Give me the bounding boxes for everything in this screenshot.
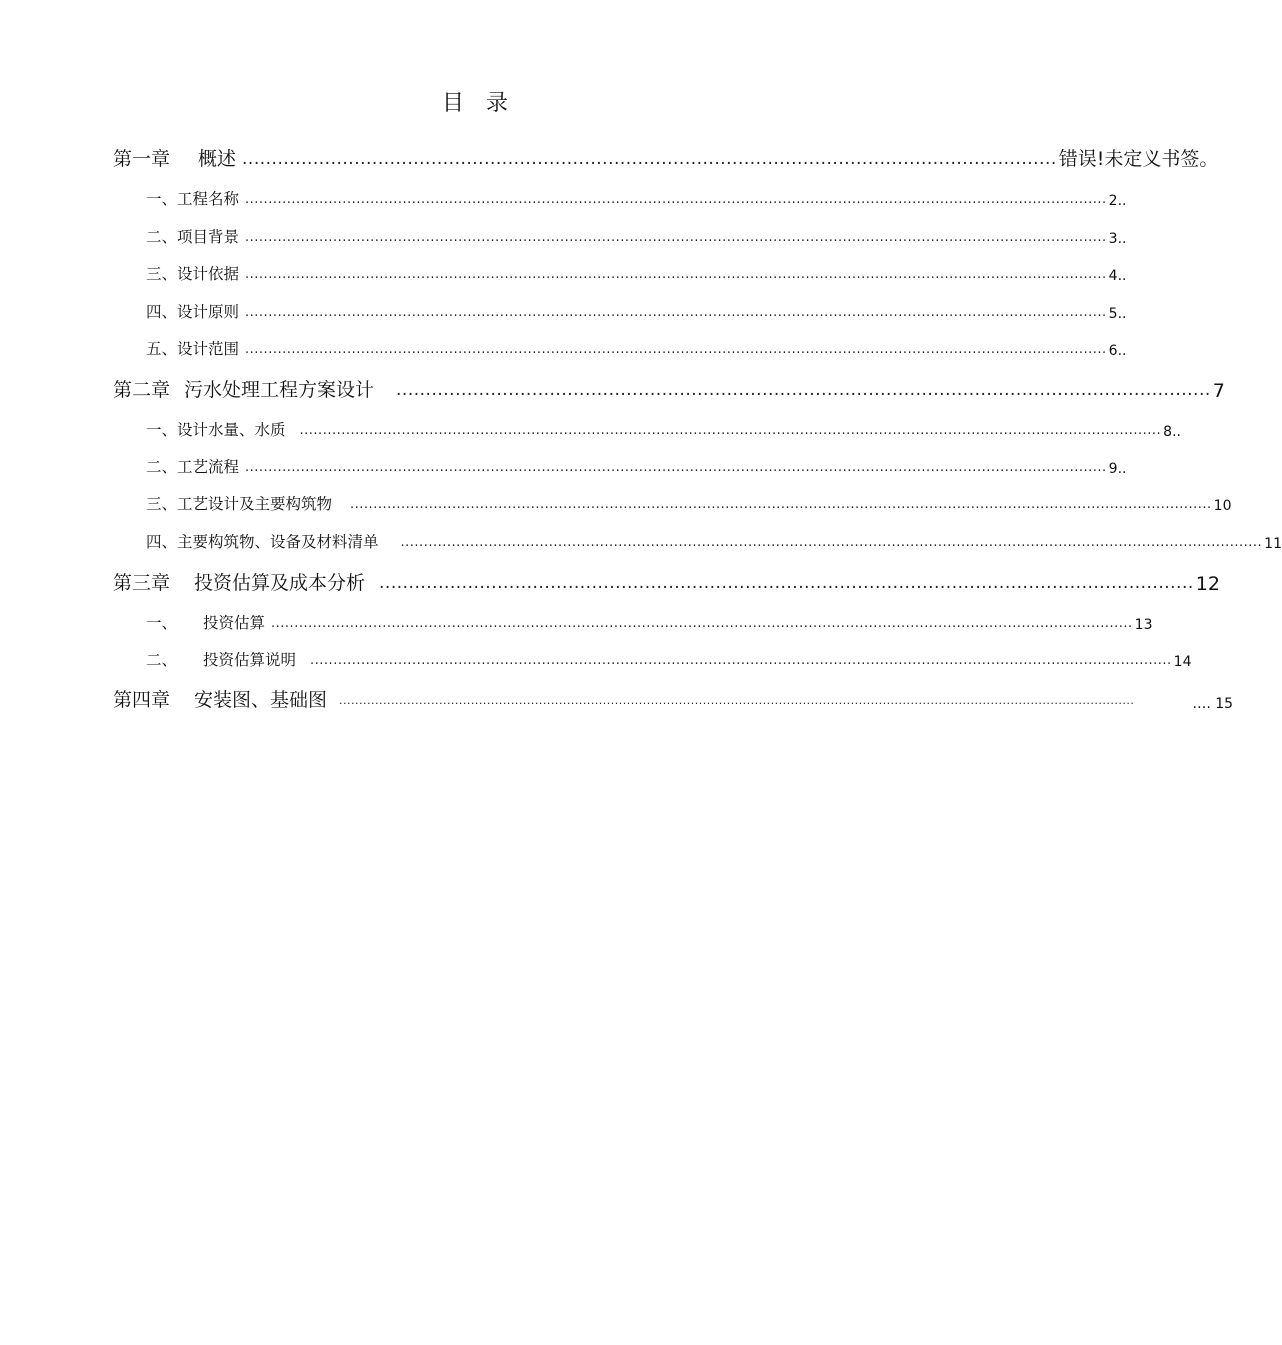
- entry-page: 4..: [1108, 268, 1127, 284]
- dot-leader: ..........................................................................................................................................................................................: [245, 342, 1107, 357]
- entry-prefix: 第四章: [113, 689, 171, 711]
- toc-entry-section[interactable]: [146, 455, 1127, 477]
- dot-leader: ..........................................................................................................................................................................................: [299, 423, 1162, 438]
- dot-leader: ..........................................................................................................................................: [242, 149, 1057, 169]
- toc-entry-chapter-3[interactable]: [113, 569, 1220, 595]
- toc-entry-section[interactable]: [146, 225, 1127, 247]
- toc-entry-chapter-4[interactable]: [113, 686, 1234, 712]
- entry-prefix: 一、: [146, 190, 178, 208]
- entry-prefix: 二、: [146, 228, 178, 246]
- toc-entry-section[interactable]: [146, 530, 1282, 552]
- entry-label: 设计原则: [177, 303, 240, 321]
- entry-label: 项目背景: [177, 228, 240, 246]
- entry-prefix: 五、: [146, 340, 178, 358]
- entry-prefix: 一、: [146, 421, 178, 439]
- entry-label: 工艺设计及主要构筑物: [177, 495, 333, 513]
- entry-page: 5..: [1108, 306, 1127, 322]
- dot-leader: ..........................................................................................................................................................................................: [245, 230, 1107, 245]
- entry-page: 3..: [1108, 231, 1127, 247]
- entry-prefix: 四、: [146, 533, 178, 551]
- entry-prefix: 二、: [146, 458, 178, 476]
- entry-label: 主要构筑物、设备及材料清单: [177, 533, 379, 551]
- entry-label: 设计范围: [177, 340, 240, 358]
- toc-entry-section[interactable]: [146, 418, 1181, 440]
- toc-entry-section[interactable]: [146, 611, 1153, 633]
- entry-label: 投资估算说明: [203, 651, 297, 669]
- entry-label: 工程名称: [177, 190, 240, 208]
- toc-entry-chapter-1[interactable]: [113, 145, 1219, 171]
- dot-leader: ..........................................................................................................................................................................................: [271, 616, 1133, 631]
- entry-prefix: 第二章: [113, 379, 171, 401]
- dot-leader: .......................................................................................................................................................................................................: [339, 694, 1135, 707]
- entry-label: 工艺流程: [177, 458, 240, 476]
- toc-entry-section[interactable]: [146, 187, 1127, 209]
- entry-label: 投资估算: [203, 614, 266, 632]
- entry-prefix: 三、: [146, 495, 178, 513]
- entry-page: 2..: [1108, 193, 1127, 209]
- dot-leader: ..........................................................................................................................................................................................: [245, 267, 1107, 282]
- entry-label: 安装图、基础图: [194, 689, 328, 711]
- entry-prefix: 第一章: [113, 148, 171, 170]
- entry-page: 7: [1212, 380, 1225, 402]
- entry-page: …. 15: [1192, 696, 1234, 712]
- entry-prefix: 第三章: [113, 572, 171, 594]
- entry-page: 错误!未定义书签。: [1058, 148, 1219, 170]
- entry-prefix: 二、: [146, 651, 178, 669]
- dot-leader: ..........................................................................................................................................................................................: [245, 305, 1107, 320]
- entry-label: 概述: [198, 148, 237, 170]
- entry-page: 13: [1134, 617, 1153, 633]
- dot-leader: ..........................................................................................................................................................................................: [245, 460, 1107, 475]
- toc-title: 目录: [441, 91, 530, 116]
- dot-leader: ..........................................................................................................................................................................................: [245, 192, 1107, 207]
- toc-entry-section[interactable]: [146, 648, 1192, 670]
- entry-page: 8..: [1163, 424, 1181, 440]
- entry-page: 9..: [1108, 461, 1127, 477]
- entry-label: 投资估算及成本分析: [194, 572, 366, 594]
- toc-entry-section[interactable]: [146, 262, 1127, 284]
- entry-page: 10: [1213, 498, 1232, 514]
- toc-entry-chapter-2[interactable]: [113, 376, 1225, 402]
- dot-leader: ..........................................................................................................................................: [379, 573, 1194, 593]
- dot-leader: ..........................................................................................................................................................................................: [310, 653, 1172, 668]
- dot-leader: ..........................................................................................................................................................................................: [400, 535, 1263, 550]
- entry-label: 污水处理工程方案设计: [184, 379, 375, 401]
- entry-page: 6..: [1108, 343, 1127, 359]
- entry-page: 14: [1173, 654, 1192, 670]
- toc-entry-section[interactable]: [146, 300, 1127, 322]
- entry-label: 设计依据: [177, 265, 240, 283]
- dot-leader: ..........................................................................................................................................: [396, 380, 1211, 400]
- entry-page: 11: [1264, 536, 1282, 552]
- entry-label: 设计水量、水质: [177, 421, 286, 439]
- entry-prefix: 一、: [146, 614, 178, 632]
- entry-page: 12: [1195, 573, 1220, 595]
- toc-entry-section[interactable]: [146, 337, 1127, 359]
- entry-prefix: 四、: [146, 303, 178, 321]
- dot-leader: ..........................................................................................................................................................................................: [350, 497, 1212, 512]
- toc-entry-section[interactable]: [146, 492, 1232, 514]
- entry-prefix: 三、: [146, 265, 178, 283]
